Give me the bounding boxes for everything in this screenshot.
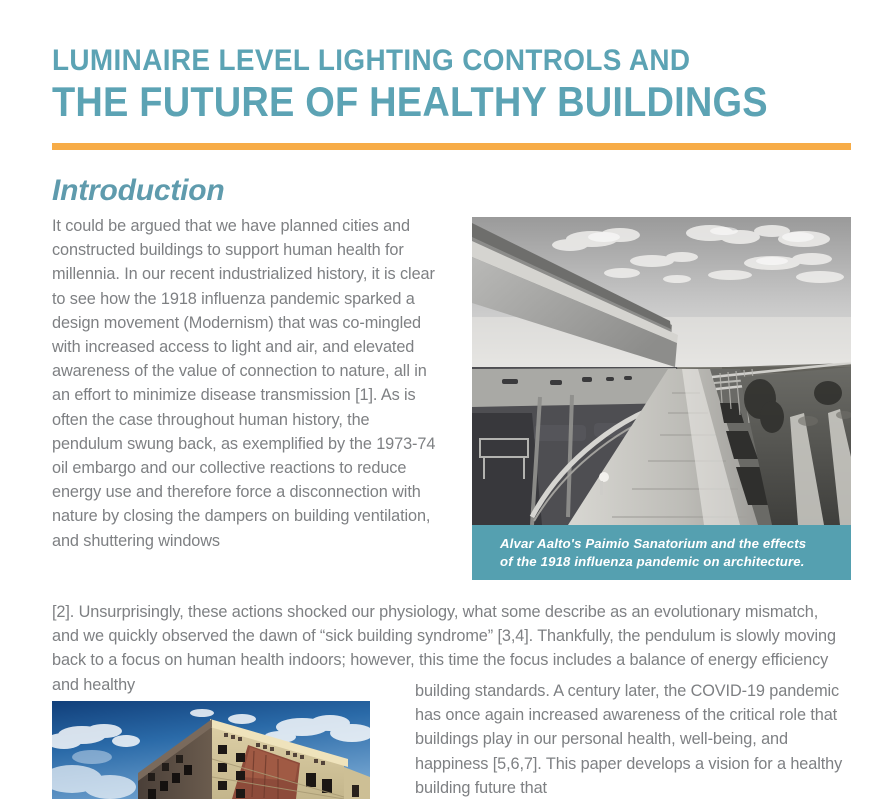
- figure-caption-line-1: Alvar Aalto's Paimio Sanatorium and the effects: [500, 536, 807, 551]
- title-divider-rule: [52, 143, 851, 150]
- building-photo-graphic: [52, 701, 370, 799]
- figure-paimio-sanatorium-photo: [472, 217, 851, 525]
- title-line-1: LUMINAIRE LEVEL LIGHTING CONTROLS AND: [52, 44, 691, 77]
- body-paragraph-full-width: [2]. Unsurprisingly, these actions shocked our physiology, what some describe as an evolutionary mismatch, and we quickly observed the dawn of “sick building syndrome” [3,4]. Thankfully, the pendulum is slowly moving back to a focus on human health indoors; however, this time the focus includes a balance of energy efficiency and healthy: [52, 603, 836, 694]
- figure-caption-box: [472, 525, 851, 580]
- body-paragraph-left-column: It could be argued that we have planned cities and constructed buildings to support human health for millennia. In our recent industrialized history, it is clear to see how the 1918 influenza pandemic sparked a design movement (Modernism) that was co-mingled with increased access to light and air, and elevated awareness of the value of connection to nature, all in an effort to minimize disease transmission [1]. As is often the case throughout human history, the pendulum swung back, as exemplified by the 1973-74 oil embargo and our collective reactions to reduce energy use and therefore force a disconnection with nature by closing the dampers on building ventilation, and shuttering windows: [52, 217, 436, 550]
- figure-building-photo: [52, 701, 370, 799]
- title-line-2: THE FUTURE OF HEALTHY BUILDINGS: [52, 78, 768, 125]
- section-heading-introduction: Introduction: [52, 174, 225, 207]
- figure-caption-line-2: of the 1918 influenza pandemic on architecture.: [500, 554, 805, 569]
- paimio-photo-graphic: [472, 217, 851, 525]
- figure-caption-text: [500, 535, 830, 571]
- page-title: [52, 44, 851, 125]
- body-paragraph-right-column: building standards. A century later, the COVID-19 pandemic has once again increased awareness of the critical role that buildings play in our personal health, well-being, and happiness [5,6,7]. This paper develops a vision for a healthy building future that: [415, 682, 843, 797]
